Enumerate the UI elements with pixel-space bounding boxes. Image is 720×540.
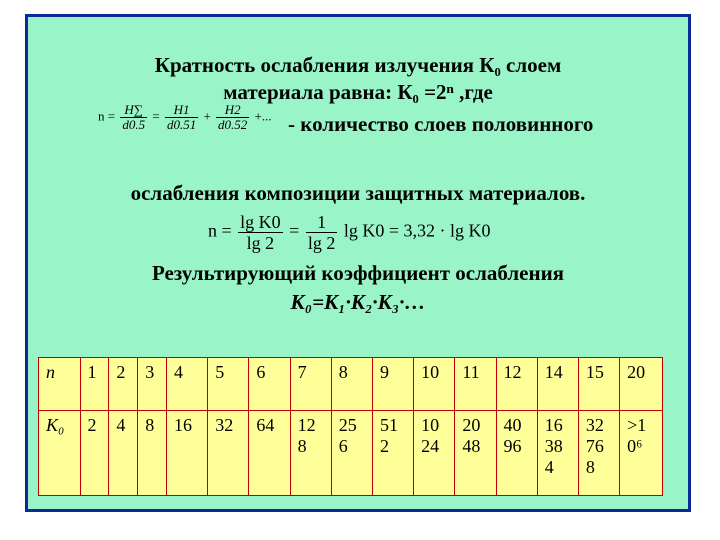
title-line-3: - количество слоев половинного [288, 112, 594, 136]
table-row-k0 [39, 411, 663, 496]
formula-lg-frac-2-num: 1 [306, 212, 338, 233]
title-line-6: К₀=К₁·К₂·К₃·… [290, 290, 426, 314]
formula-n-term-3 [216, 103, 249, 132]
formula-n-term-1-den: d0.5 [122, 117, 146, 132]
formula-lg-frac-1 [238, 212, 283, 253]
formula-lg: n = $\frac{\text{lg K0}}{\lg 2}$ = $\frac{1}{\lg 2}$ lg K0 = 3,32 · lg K0 [208, 212, 491, 253]
title-line-1: Кратность ослабления излучения К₀ слоем [154, 53, 562, 77]
table-cell: 32 [208, 411, 249, 496]
table-row-n [39, 358, 663, 411]
table-cell: 11 [455, 358, 496, 411]
formula-n-term-3-num: H2 [216, 103, 249, 118]
title-line-4: ослабления композиции защитных материалов. [130, 181, 586, 205]
formula-n-term-2-den: d0.51 [166, 117, 197, 132]
formula-n-term-2 [165, 103, 198, 132]
formula-lg-frac-1-den: lg 2 [246, 233, 275, 253]
table-cell: 1 [80, 358, 109, 411]
table-cell: >1 0⁶ [620, 411, 663, 496]
table-cell: 7 [290, 358, 331, 411]
formula-n-term-1-num: H∑ [120, 103, 147, 118]
table-cell: 25 6 [331, 411, 372, 496]
table-cell: 2 [109, 358, 138, 411]
table-cell: 20 48 [455, 411, 496, 496]
formula-lg-frac-1-num: lg K0 [240, 212, 281, 232]
table-cell: 2 [80, 411, 109, 496]
formula-n-tail: +... [254, 108, 272, 124]
table-cell: 6 [249, 358, 290, 411]
table-cell: 4 [167, 358, 208, 411]
table-cell: 4 [109, 411, 138, 496]
table-cell: 16 [167, 411, 208, 496]
table-cell: n [39, 358, 81, 411]
table-cell: 16 38 4 [537, 411, 578, 496]
table-cell: 40 96 [496, 411, 537, 496]
table-cell: 3 [138, 358, 167, 411]
table-cell: 12 [496, 358, 537, 411]
table-cell: 8 [138, 411, 167, 496]
table-cell: 51 2 [372, 411, 413, 496]
formula-lg-frac-2-den: lg 2 [307, 233, 336, 253]
table-cell: 15 [578, 358, 619, 411]
formula-lg-rhs: lg K0 = 3,32 · lg K0 [343, 220, 491, 241]
table-cell: 5 [208, 358, 249, 411]
formula-n-term-1 [120, 103, 147, 132]
table-cell: K₀ [39, 411, 81, 496]
slide-panel [25, 14, 691, 512]
table-cell: 9 [372, 358, 413, 411]
formula-lg-frac-2 [306, 212, 338, 253]
table-cell: 8 [331, 358, 372, 411]
table-cell: 12 8 [290, 411, 331, 496]
formula-n-lhs: n = [98, 108, 116, 124]
attenuation-table [38, 357, 663, 496]
formula-n-term-3-den: d0.52 [218, 117, 248, 132]
table-cell: 10 24 [414, 411, 455, 496]
table-cell: 32 76 8 [578, 411, 619, 496]
table-cell: 20 [620, 358, 663, 411]
formula-n-line [98, 103, 658, 163]
table-cell: 14 [537, 358, 578, 411]
formula-n-term-2-num: H1 [165, 103, 198, 118]
title-line-2: материала равна: К₀ =2ⁿ ,где [223, 80, 493, 104]
table-cell: 10 [414, 358, 455, 411]
formula-lg-lhs: n = [208, 220, 232, 241]
formula-n: n = $\frac{H\sum}{d0.5}$ = $\frac{H1}{d0.51}$ + $\frac{H2}{d0.52}$ +... [98, 102, 272, 132]
table-cell: 64 [249, 411, 290, 496]
title-line-5: Результирующий коэффициент ослабления [151, 261, 565, 285]
